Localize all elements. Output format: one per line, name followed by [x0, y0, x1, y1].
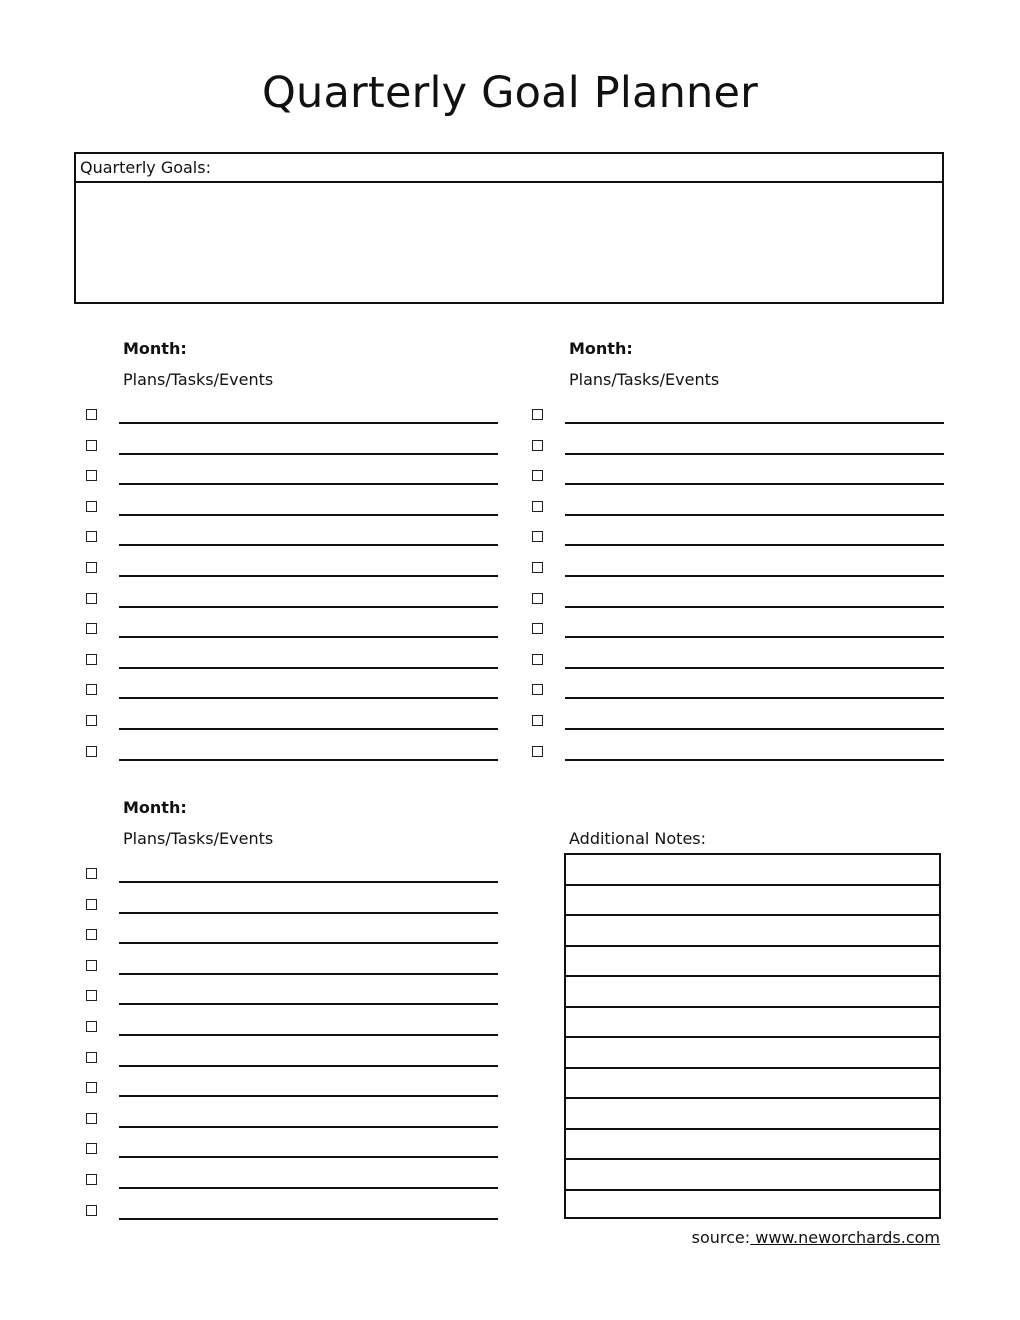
task-row	[86, 863, 512, 894]
notes-row[interactable]	[566, 977, 939, 1008]
task-entry-line[interactable]	[119, 575, 498, 577]
month-3-task-list	[86, 863, 512, 1230]
task-entry-line[interactable]	[119, 606, 498, 608]
task-row	[86, 955, 512, 986]
task-entry-line[interactable]	[565, 759, 944, 761]
month-3-label: Month:	[123, 798, 187, 817]
task-row	[86, 1200, 512, 1231]
task-row	[86, 985, 512, 1016]
task-entry-line[interactable]	[119, 544, 498, 546]
task-row	[86, 435, 512, 466]
notes-row[interactable]	[566, 1069, 939, 1100]
checkbox[interactable]	[86, 1082, 97, 1093]
checkbox[interactable]	[86, 990, 97, 1001]
task-row	[86, 588, 512, 619]
notes-row[interactable]	[566, 855, 939, 886]
checkbox[interactable]	[532, 501, 543, 512]
task-entry-line[interactable]	[565, 667, 944, 669]
checkbox[interactable]	[532, 593, 543, 604]
task-row	[86, 894, 512, 925]
checkbox[interactable]	[86, 1205, 97, 1216]
task-entry-line[interactable]	[565, 544, 944, 546]
task-entry-line[interactable]	[565, 483, 944, 485]
checkbox[interactable]	[532, 684, 543, 695]
checkbox[interactable]	[86, 440, 97, 451]
checkbox[interactable]	[86, 1174, 97, 1185]
checkbox[interactable]	[86, 899, 97, 910]
task-row	[86, 1016, 512, 1047]
task-row	[532, 435, 958, 466]
task-entry-line[interactable]	[119, 1187, 498, 1189]
task-entry-line[interactable]	[119, 1218, 498, 1220]
checkbox[interactable]	[86, 654, 97, 665]
task-entry-line[interactable]	[119, 1126, 498, 1128]
task-entry-line[interactable]	[565, 514, 944, 516]
source-credit	[692, 1228, 940, 1247]
task-row	[86, 679, 512, 710]
task-entry-line[interactable]	[565, 636, 944, 638]
checkbox[interactable]	[532, 562, 543, 573]
task-entry-line[interactable]	[565, 422, 944, 424]
checkbox[interactable]	[86, 623, 97, 634]
task-entry-line[interactable]	[119, 636, 498, 638]
task-entry-line[interactable]	[565, 697, 944, 699]
source-link[interactable]: www.neworchards.com	[750, 1228, 940, 1247]
task-entry-line[interactable]	[119, 759, 498, 761]
month-1-plans-label: Plans/Tasks/Events	[123, 370, 274, 389]
checkbox[interactable]	[86, 746, 97, 757]
task-entry-line[interactable]	[119, 912, 498, 914]
notes-row[interactable]	[566, 1130, 939, 1161]
task-row	[86, 710, 512, 741]
checkbox[interactable]	[86, 562, 97, 573]
task-row	[86, 526, 512, 557]
task-row	[86, 465, 512, 496]
task-entry-line[interactable]	[119, 1034, 498, 1036]
checkbox[interactable]	[532, 623, 543, 634]
notes-row[interactable]	[566, 1191, 939, 1222]
task-entry-line[interactable]	[119, 667, 498, 669]
task-row	[532, 618, 958, 649]
task-entry-line[interactable]	[565, 728, 944, 730]
checkbox[interactable]	[532, 715, 543, 726]
task-row	[532, 741, 958, 772]
task-row	[532, 526, 958, 557]
task-row	[532, 465, 958, 496]
task-row	[86, 496, 512, 527]
task-entry-line[interactable]	[119, 973, 498, 975]
task-entry-line[interactable]	[119, 453, 498, 455]
additional-notes-box[interactable]	[564, 853, 941, 1219]
task-entry-line[interactable]	[119, 422, 498, 424]
task-row	[532, 404, 958, 435]
task-row	[86, 1047, 512, 1078]
notes-row[interactable]	[566, 947, 939, 978]
task-row	[86, 557, 512, 588]
task-entry-line[interactable]	[565, 606, 944, 608]
additional-notes-label: Additional Notes:	[569, 829, 707, 848]
task-entry-line[interactable]	[119, 483, 498, 485]
month-3-plans-label: Plans/Tasks/Events	[123, 829, 274, 848]
task-entry-line[interactable]	[119, 1003, 498, 1005]
checkbox[interactable]	[86, 868, 97, 879]
task-row	[532, 679, 958, 710]
quarterly-goals-label: Quarterly Goals:	[76, 154, 942, 183]
checkbox[interactable]	[86, 715, 97, 726]
task-row	[532, 710, 958, 741]
task-row	[532, 649, 958, 680]
task-row	[86, 649, 512, 680]
checkbox[interactable]	[86, 531, 97, 542]
task-row	[86, 618, 512, 649]
checkbox[interactable]	[86, 1021, 97, 1032]
checkbox[interactable]	[532, 531, 543, 542]
task-row	[532, 557, 958, 588]
notes-row[interactable]	[566, 1038, 939, 1069]
checkbox[interactable]	[532, 440, 543, 451]
notes-row[interactable]	[566, 916, 939, 947]
source-prefix: source:	[691, 1228, 751, 1247]
task-row	[86, 404, 512, 435]
task-entry-line[interactable]	[119, 514, 498, 516]
month-1-task-list	[86, 404, 512, 771]
month-2-plans-label: Plans/Tasks/Events	[569, 370, 720, 389]
checkbox[interactable]	[532, 409, 543, 420]
checkbox[interactable]	[86, 1143, 97, 1154]
task-entry-line[interactable]	[565, 575, 944, 577]
task-row	[86, 1138, 512, 1169]
checkbox[interactable]	[86, 684, 97, 695]
notes-row[interactable]	[566, 1099, 939, 1130]
task-entry-line[interactable]	[119, 942, 498, 944]
checkbox[interactable]	[532, 470, 543, 481]
task-entry-line[interactable]	[119, 728, 498, 730]
task-row	[86, 1077, 512, 1108]
task-row	[86, 1169, 512, 1200]
checkbox[interactable]	[86, 960, 97, 971]
month-2-task-list	[532, 404, 958, 771]
task-entry-line[interactable]	[119, 1095, 498, 1097]
notes-row[interactable]	[566, 1008, 939, 1039]
task-entry-line[interactable]	[565, 453, 944, 455]
checkbox[interactable]	[86, 929, 97, 940]
checkbox[interactable]	[532, 654, 543, 665]
page-title: Quarterly Goal Planner	[261, 68, 759, 118]
notes-row[interactable]	[566, 1160, 939, 1191]
task-entry-line[interactable]	[119, 697, 498, 699]
checkbox[interactable]	[86, 409, 97, 420]
checkbox[interactable]	[86, 501, 97, 512]
checkbox[interactable]	[86, 593, 97, 604]
task-entry-line[interactable]	[119, 1065, 498, 1067]
month-2-label: Month:	[569, 339, 633, 358]
task-row	[86, 1108, 512, 1139]
checkbox[interactable]	[86, 470, 97, 481]
checkbox[interactable]	[86, 1052, 97, 1063]
task-row	[86, 924, 512, 955]
task-row	[532, 496, 958, 527]
notes-row[interactable]	[566, 886, 939, 917]
task-entry-line[interactable]	[119, 1156, 498, 1158]
task-entry-line[interactable]	[119, 881, 498, 883]
checkbox[interactable]	[532, 746, 543, 757]
checkbox[interactable]	[86, 1113, 97, 1124]
task-row	[532, 588, 958, 619]
quarterly-goals-box[interactable]	[74, 152, 944, 304]
task-row	[86, 741, 512, 772]
month-1-label: Month:	[123, 339, 187, 358]
